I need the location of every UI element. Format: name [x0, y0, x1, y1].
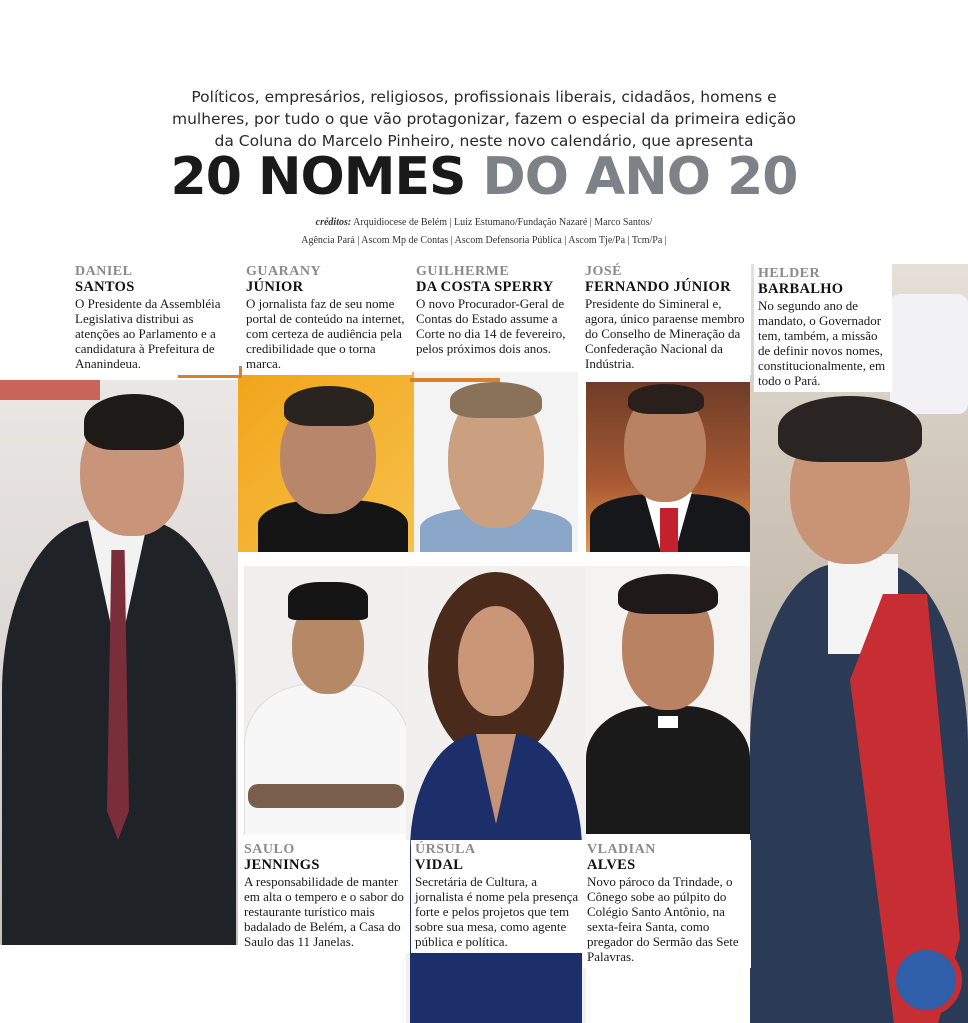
description: Novo pároco da Trindade, o Cônego sobe ao púlpito do Colégio Santo Antônio, na sexta-feira Santa, como pregador do Sermão das Sete Palavras.: [587, 874, 739, 964]
last-name: VIDAL: [415, 857, 464, 873]
card-guilherme-sperry: [412, 262, 584, 360]
first-name: HELDER: [758, 266, 821, 281]
card-jose-fernando: [581, 262, 751, 375]
credits-label: créditos:: [315, 217, 352, 228]
last-name: BARBALHO: [758, 281, 844, 297]
last-name: DA COSTA SPERRY: [416, 279, 554, 295]
credits-line-2: Agência Pará | Ascom Mp de Contas | Ascom Defensoria Pública | Ascom Tje/Pa | Tcm/Pa |: [301, 235, 667, 246]
intro-line-3: da Coluna do Marcelo Pinheiro, neste novo calendário, que apresenta: [214, 132, 754, 150]
card-guarany-junior: [242, 262, 412, 375]
description: O jornalista faz de seu nome portal de conteúdo na internet, com certeza de audiência pela credibilidade que o torna marca.: [246, 296, 405, 371]
photo-guilherme-sperry: [414, 372, 578, 552]
card-vladian-alves: [583, 840, 751, 968]
first-name: SAULO: [244, 842, 295, 857]
card-saulo-jennings: [240, 840, 410, 953]
card-helder-barbalho: [754, 264, 892, 392]
intro-text: [160, 86, 808, 152]
card-daniel-santos: [71, 262, 239, 375]
last-name: SANTOS: [75, 279, 135, 295]
last-name: JÚNIOR: [246, 279, 304, 295]
description: Secretária de Cultura, a jornalista é nome pela presença forte e pelos projetos que tem sobre sua mesa, como agente pública e política.: [415, 874, 579, 949]
description: No segundo ano de mandato, o Governador tem, também, a missão de definir novos nomes, constitucionalmente, em todo o Pará.: [758, 298, 886, 388]
first-name: VLADIAN: [587, 842, 656, 857]
first-name: GUARANY: [246, 264, 322, 279]
description: A responsabilidade de manter em alta o tempero e o sabor do restaurante turístico mais badalado de Belém, a Casa do Saulo das 11 Janelas.: [244, 874, 404, 949]
last-name: JENNINGS: [244, 857, 320, 873]
photo-guarany-junior: [238, 372, 414, 552]
headline-part-2: DO ANO 20: [482, 147, 798, 207]
photo-jose-fernando: [586, 382, 750, 552]
photo-vladian-alves: [586, 566, 750, 834]
description: O novo Procurador-Geral de Contas do Estado assume a Corte no dia 14 de fevereiro, pelos próximos dois anos.: [416, 296, 566, 356]
first-name: JOSÉ: [585, 264, 623, 279]
credits-line-1: Arquidiocese de Belém | Luiz Estumano/Fundação Nazaré | Marco Santos/: [353, 217, 653, 228]
photo-saulo-jennings: [244, 566, 408, 834]
first-name: ÚRSULA: [415, 842, 476, 857]
description: Presidente do Simineral e, agora, único paraense membro do Conselho de Mineração da Confederação Nacional da Indústria.: [585, 296, 745, 371]
photo-daniel-santos: [0, 380, 238, 945]
first-name: DANIEL: [75, 264, 133, 279]
intro-line-1: Políticos, empresários, religiosos, profissionais liberais, cidadãos, homens e: [191, 88, 777, 106]
accent-bar-2: [410, 378, 500, 382]
description: O Presidente da Assembléia Legislativa distribui as atenções ao Parlamento e a candidatura à Prefeitura de Ananindeua.: [75, 296, 221, 371]
last-name: FERNANDO JÚNIOR: [585, 279, 731, 295]
card-ursula-vidal: [411, 840, 583, 953]
first-name: GUILHERME: [416, 264, 510, 279]
intro-line-2: mulheres, por tudo o que vão protagonizar, fazem o especial da primeira edição: [171, 110, 797, 128]
headline-part-1: 20 NOMES: [170, 147, 466, 207]
last-name: ALVES: [587, 857, 636, 873]
headline: [0, 146, 968, 208]
photo-ursula-vidal: [406, 566, 586, 1023]
photo-credits: [280, 214, 688, 250]
